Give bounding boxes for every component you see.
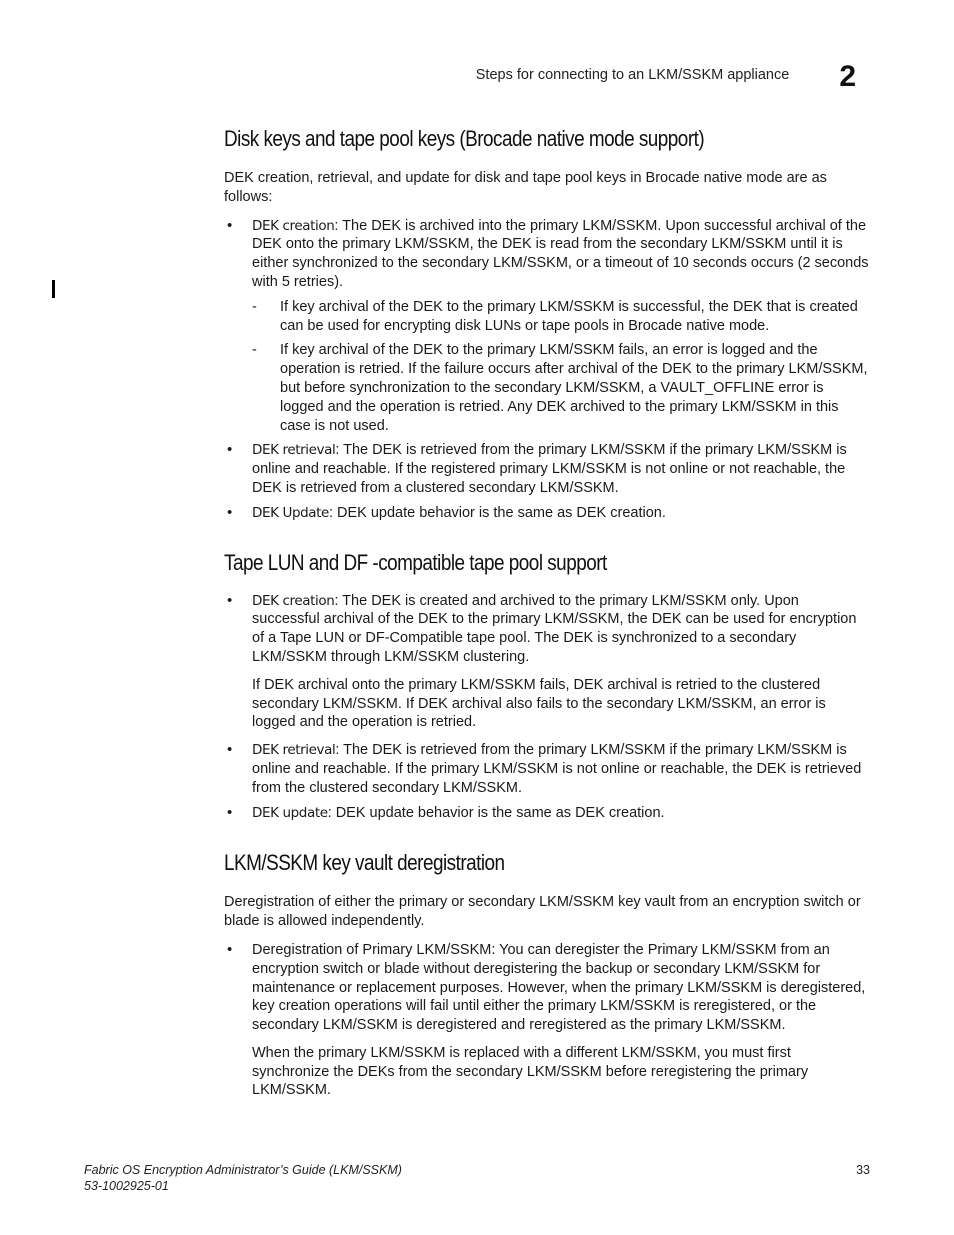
follow-paragraph: When the primary LKM/SSKM is replaced with a different LKM/SSKM, you must first synchronize the DEKs from the secondary LKM/SSKM before reregistering the primary LKM/SSKM.: [252, 1044, 809, 1099]
term-label: DEK Update: [252, 504, 329, 521]
page-header: [476, 62, 856, 92]
list-item: [224, 217, 869, 436]
section-title: Disk keys and tape pool keys (Brocade native mode support): [224, 126, 705, 151]
list-item: [224, 441, 869, 497]
bullet-list: [224, 592, 869, 667]
follow-paragraph: If DEK archival onto the primary LKM/SSKM fails, DEK archival is retried to the clustered secondary LKM/SSKM. If DEK archival also fails to the secondary LKM/SSKM, an error is logged and the operation is retried.: [252, 676, 826, 731]
term-label: DEK retrieval: [252, 442, 336, 459]
chapter-number: 2: [839, 60, 856, 93]
item-text: : DEK update behavior is the same as DEK creation.: [327, 804, 665, 821]
section-deregistration: [224, 850, 869, 1100]
item-text: : The DEK is archived into the primary LKM/SSKM. Upon successful archival of the DEK onto the primary LKM/SSKM, the DEK is read from the secondary LKM/SSKM until it is either synchronized to the secondary LKM/SSKM, or a timeout of 10 seconds occurs (2 seconds with 5 retries).: [252, 217, 869, 290]
book-title: Fabric OS Encryption Administrator’s Guide (LKM/SSKM): [84, 1163, 402, 1177]
doc-number: 53-1002925-01: [84, 1179, 169, 1193]
sub-list-item: - If key archival of the DEK to the primary LKM/SSKM fails, an error is logged and the operation is retried. If the failure occurs after archival of the DEK to the primary LKM/SSKM, but before synchronization to the secondary LKM/SSKM, a VAULT_OFFLINE error is logged and the operation is retried. Any DEK archived to the primary LKM/SSKM in this case is not used.: [252, 341, 869, 435]
section-tape-lun: [224, 550, 869, 823]
term-label: DEK creation: [252, 217, 335, 234]
sub-list: [252, 298, 869, 436]
bullet-list: [224, 741, 869, 822]
term-label: DEK retrieval: [252, 742, 336, 759]
sub-list-item: - If key archival of the DEK to the primary LKM/SSKM is successful, the DEK that is created can be used for encrypting disk LUNs or tape pools in Brocade native mode.: [252, 298, 869, 336]
section-title: Tape LUN and DF -compatible tape pool support: [224, 549, 607, 575]
item-text: : The DEK is retrieved from the primary LKM/SSKM if the primary LKM/SSKM is online and reachable. If the primary LKM/SSKM is not online or reachable, the DEK is retrieved from the clustered secondary LKM/SSKM.: [252, 742, 862, 796]
section-intro: Deregistration of either the primary or secondary LKM/SSKM key vault from an encryption switch or blade is allowed independently.: [224, 894, 861, 930]
change-bar: [52, 280, 55, 298]
page-footer: [84, 1162, 870, 1194]
list-item: [224, 592, 869, 667]
section-intro: DEK creation, retrieval, and update for disk and tape pool keys in Brocade native mode are as follows:: [224, 170, 827, 205]
section-title: LKM/SSKM key vault deregistration: [224, 850, 505, 876]
page-number: 33: [856, 1163, 870, 1177]
list-item: [224, 741, 869, 797]
bullet-list: [224, 941, 869, 1035]
running-title: Steps for connecting to an LKM/SSKM appliance: [475, 67, 790, 83]
list-item: • Deregistration of Primary LKM/SSKM: You can deregister the Primary LKM/SSKM from an encryption switch or blade without deregistering the backup or secondary LKM/SSKM for maintenance or replacement purposes. However, when the primary LKM/SSKM is deregistered, key creation operations will fail until either the primary LKM/SSKM is reregistered, or the secondary LKM/SSKM is deregistered and reregistered as the primary LKM/SSKM.: [224, 941, 869, 1035]
item-text: : The DEK is retrieved from the primary LKM/SSKM if the primary LKM/SSKM is online and reachable. If the registered primary LKM/SSKM is not online or not reachable, the DEK is retrieved from a clustered secondary LKM/SSKM.: [252, 442, 847, 496]
item-text: : The DEK is created and archived to the primary LKM/SSKM only. Upon successful archival of the DEK to the primary LKM/SSKM, the DEK can be used for encryption of a Tape LUN or DF-Compatible tape pool. The DEK is synchronized to a secondary LKM/SSKM through LKM/SSKM clustering.: [252, 592, 857, 665]
section-disk-keys: [224, 126, 869, 523]
list-item: [224, 504, 869, 523]
term-label: DEK creation: [252, 592, 335, 609]
bullet-list: [224, 217, 869, 523]
page-content: [224, 126, 869, 1109]
term-label: DEK update: [252, 804, 328, 821]
item-text: : DEK update behavior is the same as DEK creation.: [328, 504, 666, 521]
list-item: [224, 804, 869, 823]
